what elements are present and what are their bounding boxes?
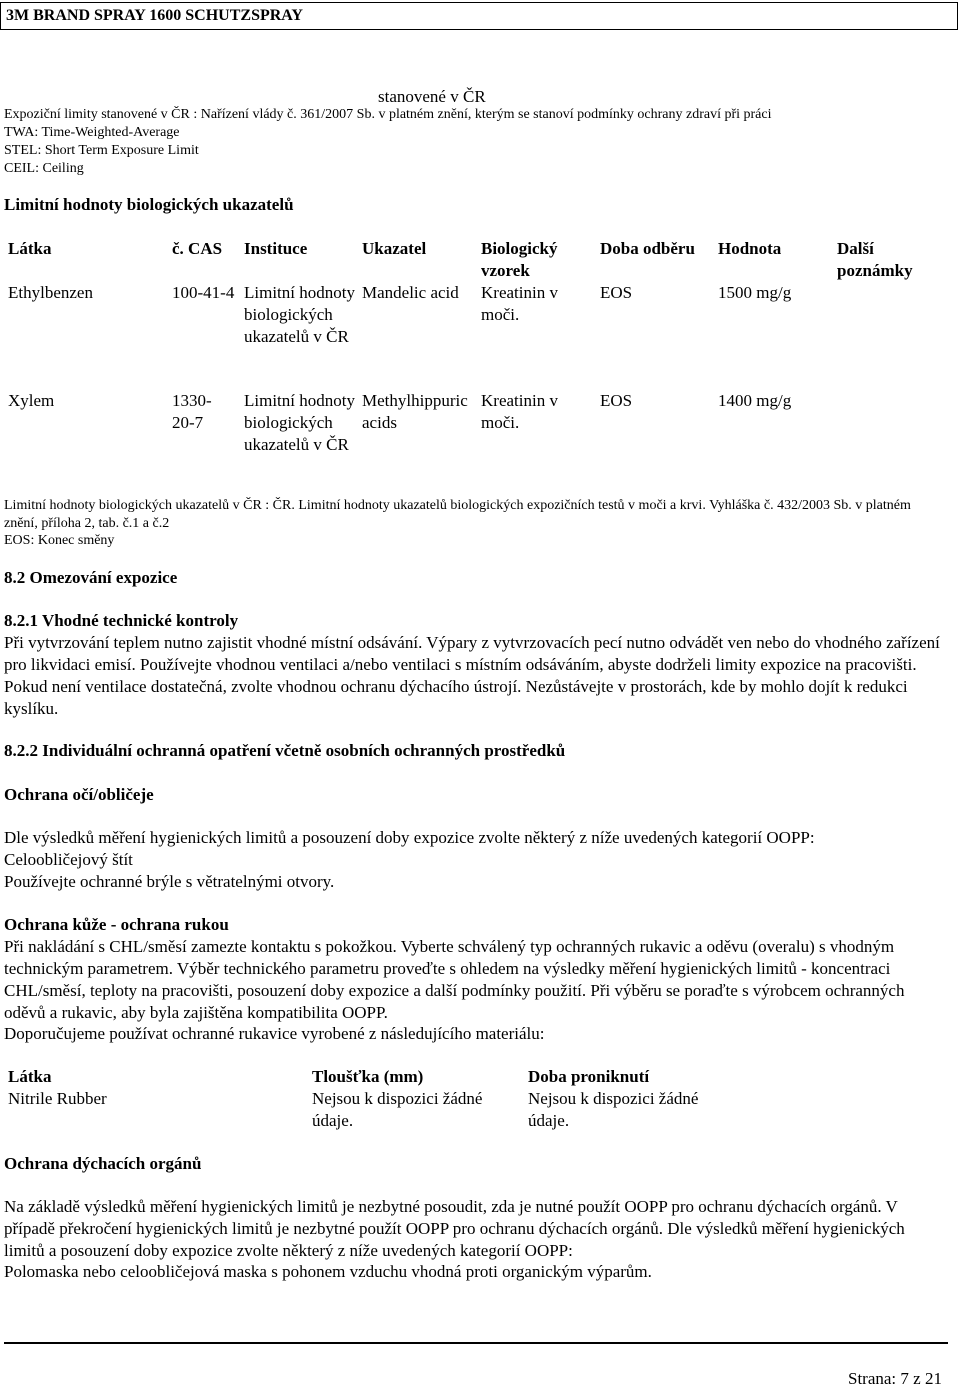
table-cell-substance: Ethylbenzen [8, 283, 93, 302]
eye-protection-text: Dle výsledků měření hygienických limitů a posouzení doby expozice zvolte některý z níže uvedených kategorií OOPP: [4, 828, 815, 847]
section-heading-bio-limits: Limitní hodnoty biologických ukazatelů [4, 195, 294, 214]
column-header: Látka [8, 239, 52, 258]
column-header: Doba odběru [600, 239, 695, 258]
table-cell-indicator: Mandelic acid [362, 283, 459, 302]
footer-divider [4, 1342, 948, 1344]
column-header: Hodnota [718, 239, 782, 258]
respiratory-text: Na základě výsledků měření hygienických limitů je nezbytné posoudit, zda je nutné použít OOPP pro ochranu dýchacích orgánů. V případě překročení hygienických limitů je nezbytné použít OOPP pro ochranu dýchacích orgánů. Dle výsledků měření hygienických limitů a posouzení doby expozice zvolte některý z níže uvedených kategorií OOPP: [4, 1197, 905, 1260]
table-cell-institution: Limitní hodnoty biologických ukazatelů v ČR [244, 391, 355, 454]
table-cell-indicator: Methylhippuric acids [362, 391, 468, 432]
column-header: Doba proniknutí [528, 1067, 650, 1086]
eye-protection-text: Celoobličejový štít [4, 850, 133, 869]
bio-footnote: Limitní hodnoty biologických ukazatelů v ČR : ČR. Limitní hodnoty ukazatelů biologických expozičních testů v moči a krvi. Vyhláška č. 432/2003 Sb. v platném znění, příloha 2, tab. č.1 a č.2 [4, 498, 911, 531]
document-title: 3M BRAND SPRAY 1600 SCHUTZSPRAY [6, 7, 303, 24]
limits-line: CEIL: Ceiling [4, 161, 84, 176]
page-number: Strana: 7 z 21 [848, 1369, 942, 1388]
glove-recommendation: Doporučujeme používat ochranné rukavice vyrobené z následujícího materiálu: [4, 1024, 545, 1043]
eos-note: EOS: Konec směny [4, 533, 115, 548]
column-header: č. CAS [172, 239, 223, 258]
table-cell-breakthrough: Nejsou k dispozici žádné údaje. [528, 1089, 699, 1130]
section-heading-exposure: 8.2 Omezování expozice [4, 568, 178, 587]
document-header [0, 2, 958, 30]
table-cell-thickness: Nejsou k dispozici žádné údaje. [312, 1089, 483, 1130]
table-cell-material: Nitrile Rubber [8, 1089, 107, 1108]
table-cell-substance: Xylem [8, 391, 55, 410]
table-cell-value: 1500 mg/g [718, 283, 792, 302]
column-header: Látka [8, 1067, 52, 1086]
column-header: Biologický vzorek [481, 239, 558, 280]
limits-line: STEL: Short Term Exposure Limit [4, 143, 199, 158]
table-cell-value: 1400 mg/g [718, 391, 792, 410]
column-header: Ukazatel [362, 239, 427, 258]
limits-line: Expoziční limity stanovené v ČR : Nařízení vlády č. 361/2007 Sb. v platném znění, kterým se stanoví podmínky ochrany zdraví při práci [4, 107, 772, 122]
technical-controls-text: Při vytvrzování teplem nutno zajistit vhodné místní odsávání. Výpary z vytvrzovacích pecí nutno odvádět ven nebo do vhodného zařízení pro likvidaci emisí. Používejte vhodnou ventilaci a/nebo ventilaci s místním odsáváním, abyste dodrželi limity expozice na pracovišti. Pokud není ventilace dostatečná, zvolte vhodnou ochranu dýchacího ústrojí. Nezůstávejte v prostorách, kde by mohlo dojít k redukci kyslíku. [4, 633, 940, 718]
table-cell-sample: Kreatinin v moči. [481, 391, 558, 432]
table-cell-sample: Kreatinin v moči. [481, 283, 558, 324]
table-cell-institution: Limitní hodnoty biologických ukazatelů v ČR [244, 283, 355, 346]
column-header: Tloušťka (mm) [312, 1067, 424, 1086]
limits-country-label: stanovené v ČR [378, 87, 486, 106]
table-cell-time: EOS [600, 391, 633, 410]
section-heading-eye-protection: Ochrana očí/obličeje [4, 785, 154, 804]
column-header: Instituce [244, 239, 308, 258]
eye-protection-text: Používejte ochranné brýle s větratelnými otvory. [4, 872, 335, 891]
section-heading-respiratory: Ochrana dýchacích orgánů [4, 1154, 202, 1173]
table-cell-cas: 100-41-4 [172, 283, 235, 302]
limits-line: TWA: Time-Weighted-Average [4, 125, 180, 140]
column-header: Další poznámky [837, 239, 913, 280]
respiratory-text: Polomaska nebo celoobličejová maska s pohonem vzduchu vhodná proti organickým výparům. [4, 1262, 652, 1281]
table-cell-cas: 1330-20-7 [172, 391, 212, 432]
table-cell-time: EOS [600, 283, 633, 302]
section-heading-skin-protection: Ochrana kůže - ochrana rukou [4, 915, 229, 934]
section-heading-technical-controls: 8.2.1 Vhodné technické kontroly [4, 611, 239, 630]
skin-protection-text: Při nakládání s CHL/směsí zamezte kontaktu s pokožkou. Vyberte schválený typ ochranných rukavic a oděvu (overalu) s vhodným technickým parametrem. Výběr technického parametru proveďte s ohledem na výsledky měření hygienických limitů - koncentraci CHL/směsí, teploty na pracovišti, posouzení doby expozice a další podmínky použití. Při výběru se poraďte s výrobcem ochranných oděvů a rukavic, aby byla zajištěna kompatibilita OOPP. [4, 937, 905, 1022]
section-heading-ppe: 8.2.2 Individuální ochranná opatření včetně osobních ochranných prostředků [4, 741, 566, 760]
